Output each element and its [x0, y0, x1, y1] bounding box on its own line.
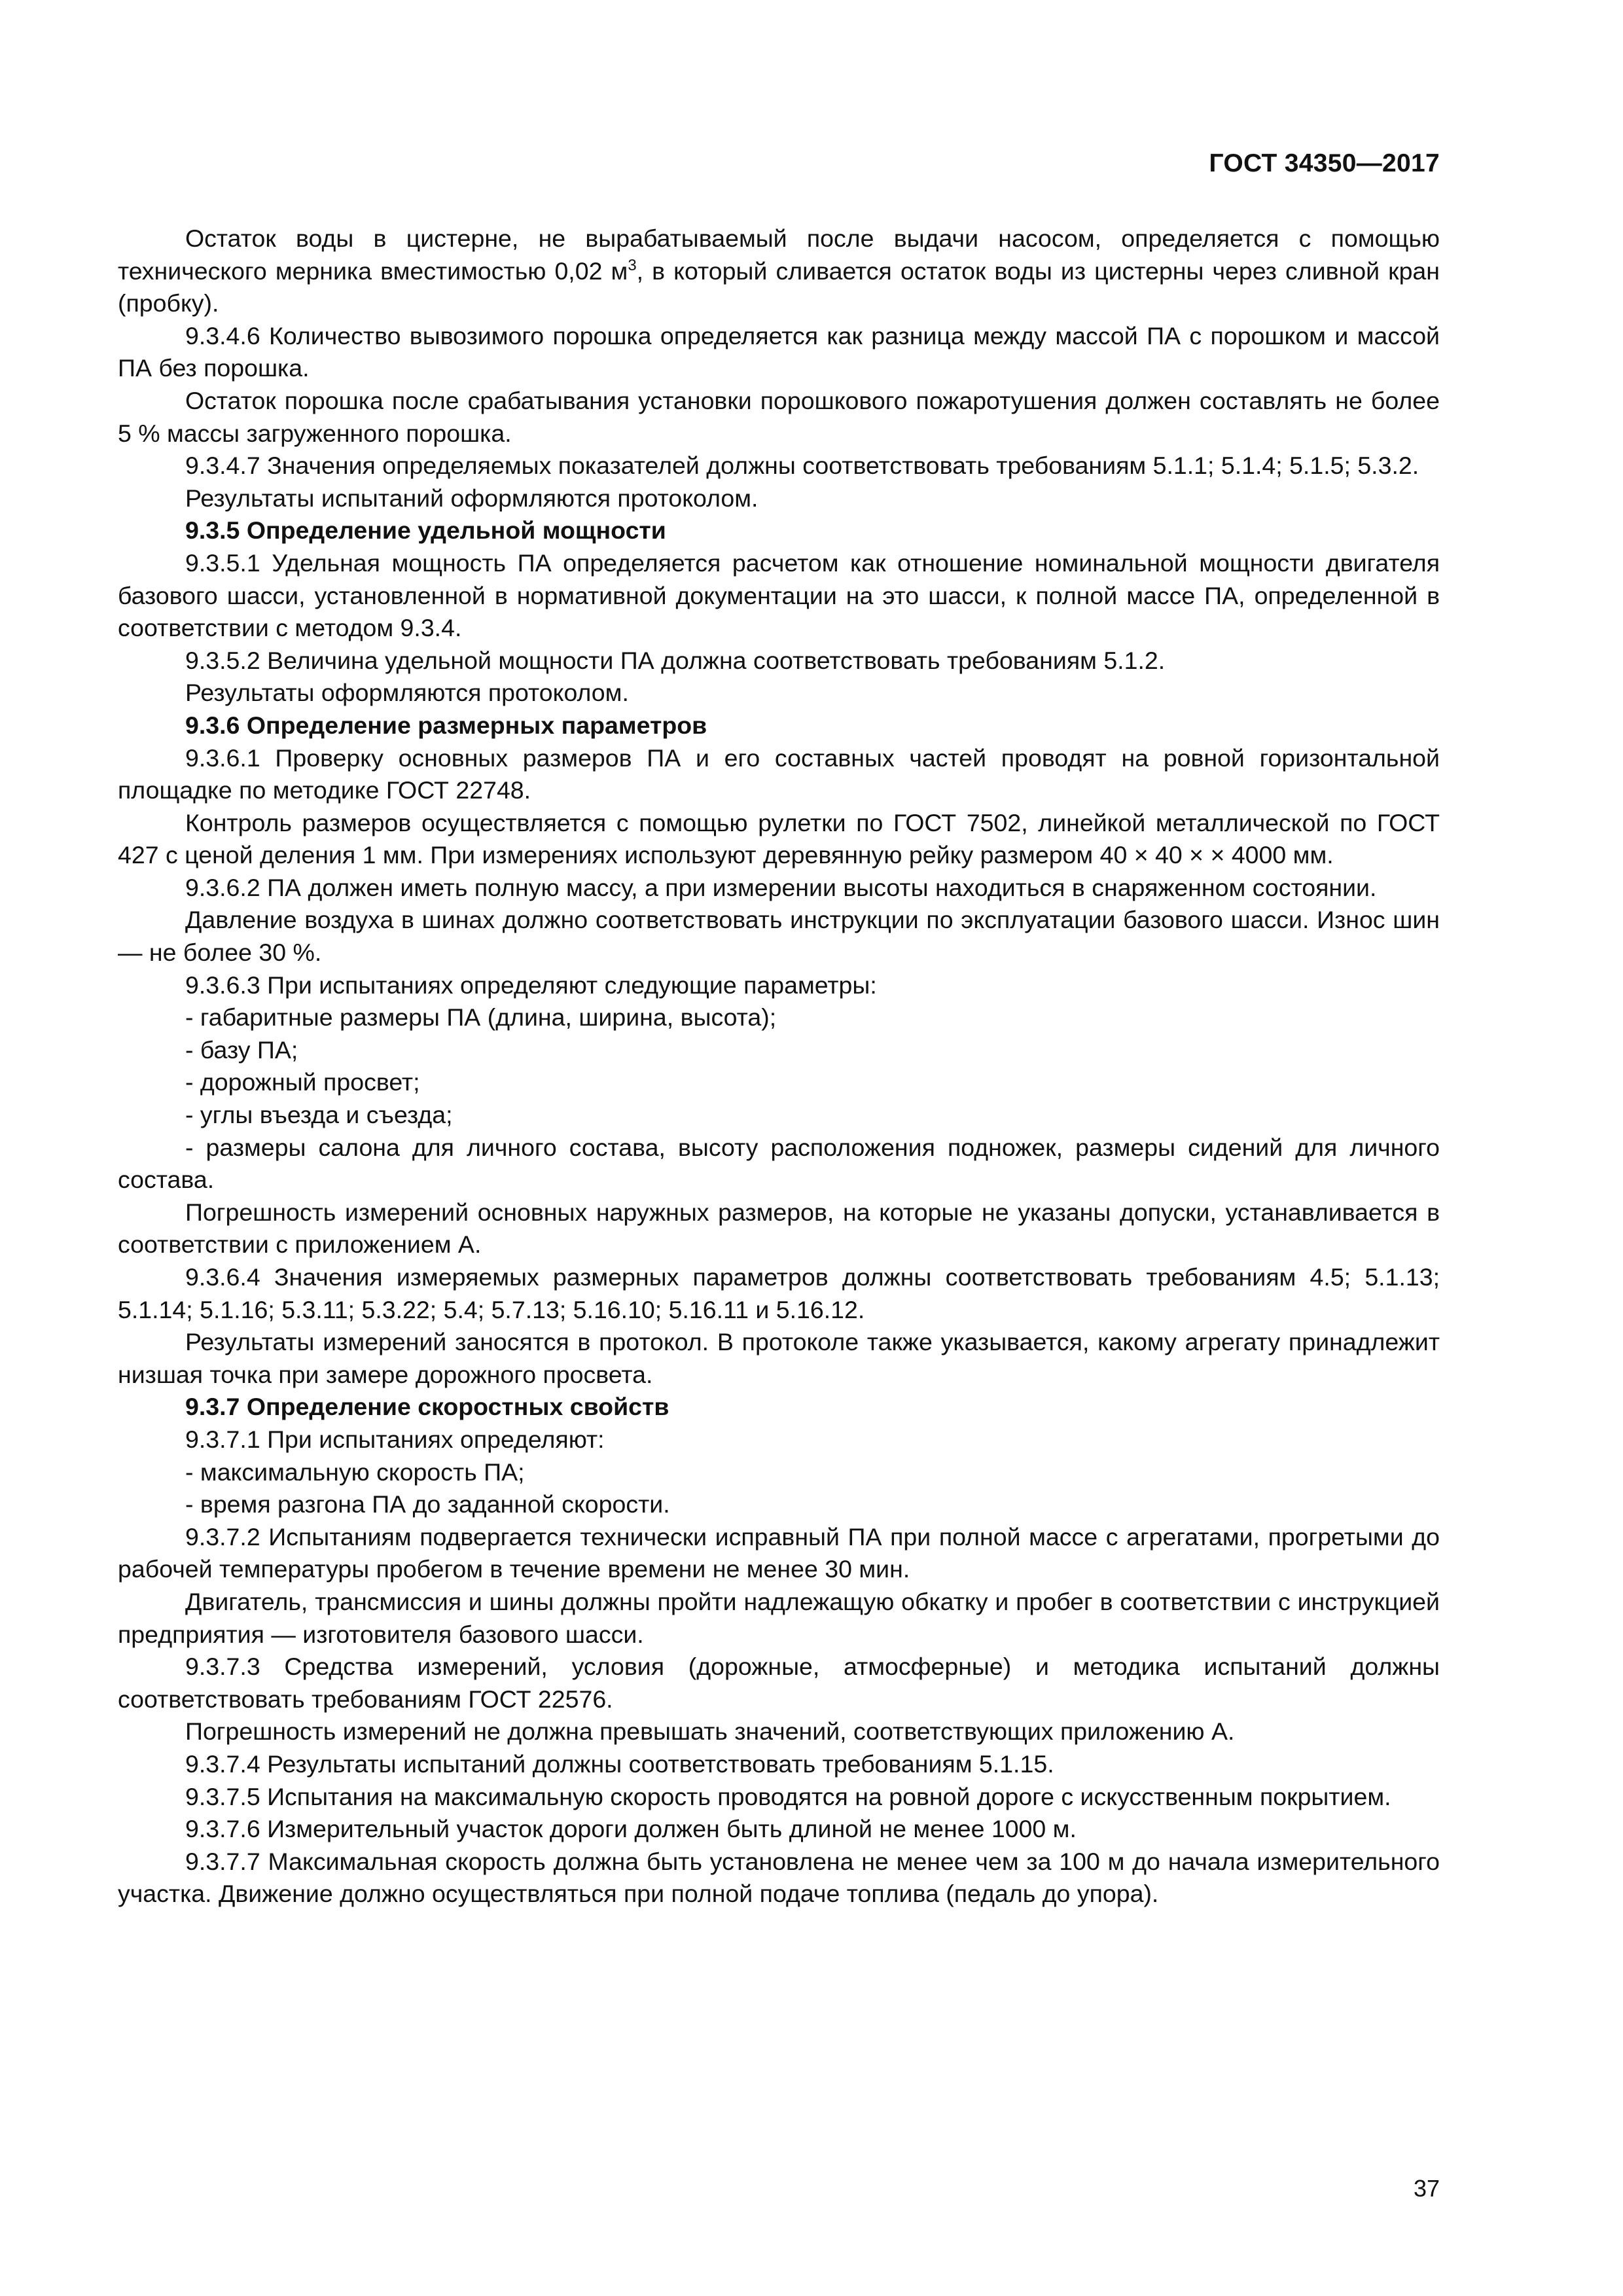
paragraph: 9.3.7.4 Результаты испытаний должны соответствовать требованиям 5.1.15.: [185, 1749, 1054, 1778]
superscript: 3: [628, 256, 637, 274]
page-number: 37: [1413, 2175, 1440, 2202]
section-heading: 9.3.7 Определение скоростных свойств: [185, 1393, 669, 1421]
paragraph: 9.3.4.6 Количество вывозимого порошка определяется как разница между массой ПА с порошком и массой ПА без порошка.: [118, 321, 1440, 382]
paragraph: 9.3.7.6 Измерительный участок дороги должен быть длиной не менее 1000 м.: [185, 1815, 1077, 1843]
paragraph: Результаты испытаний оформляются протоколом.: [185, 484, 758, 512]
paragraph: Погрешность измерений не должна превышать значений, соответствующих приложению А.: [185, 1717, 1235, 1746]
paragraph: 9.3.6.4 Значения измеряемых размерных параметров должны соответствовать требованиям 4.5; 5.1.13; 5.1.14; 5.1.16; 5.3.11; 5.3.22; 5.4; 5.7.13; 5.16.10; 5.16.11 и 5.16.12.: [118, 1263, 1440, 1323]
list-item: - углы въезда и съезда;: [185, 1101, 453, 1129]
paragraph: 9.3.7.1 При испытаниях определяют:: [185, 1425, 605, 1453]
section-heading: 9.3.5 Определение удельной мощности: [185, 516, 666, 545]
paragraph: Погрешность измерений основных наружных размеров, на которые не указаны допуски, устанавливается в соответствии с приложением А.: [118, 1198, 1440, 1259]
paragraph: Давление воздуха в шинах должно соответствовать инструкции по эксплуатации базового шасси. Износ шин — не более 30 %.: [118, 906, 1440, 967]
paragraph: 9.3.7.5 Испытания на максимальную скорость проводятся на ровной дороге с искусственным покрытием.: [185, 1782, 1391, 1810]
paragraph: Двигатель, трансмиссия и шины должны пройти надлежащую обкатку и пробег в соответствии с инструкцией предприятия — изготовителя базового шасси.: [118, 1587, 1440, 1648]
paragraph: Остаток воды в цистерне, не вырабатываемый после выдачи насосом, определяется с помощью технического мерника вместимостью 0,02 $м^3$, в который сливается остаток воды из цистерны через сливной кран (пробку).: [118, 224, 1440, 317]
paragraph: 9.3.6.3 При испытаниях определяют следующие параметры:: [185, 971, 877, 999]
paragraph: Контроль размеров осуществляется с помощью рулетки по ГОСТ 7502, линейкой металлической по ГОСТ 427 с ценой деления 1 мм. При измерениях используют деревянную рейку размером 40 × 40 × × 4000 мм.: [118, 808, 1440, 869]
document-header: ГОСТ 34350—2017: [1209, 149, 1440, 177]
paragraph: 9.3.6.1 Проверку основных размеров ПА и его составных частей проводят на ровной горизонтальной площадке по методике ГОСТ 22748.: [118, 744, 1440, 804]
list-item: - время разгона ПА до заданной скорости.: [185, 1490, 670, 1518]
paragraph: 9.3.6.2 ПА должен иметь полную массу, а при измерении высоты находиться в снаряженном состоянии.: [185, 873, 1377, 901]
list-item: - максимальную скорость ПА;: [185, 1458, 525, 1486]
list-item: - размеры салона для личного состава, высоту расположения подножек, размеры сидений для личного состава.: [118, 1133, 1440, 1194]
list-item: - базу ПА;: [185, 1035, 298, 1064]
document-page: [118, 0, 1440, 2296]
paragraph: 9.3.5.2 Величина удельной мощности ПА должна соответствовать требованиям 5.1.2.: [185, 646, 1166, 674]
section-heading: 9.3.6 Определение размерных параметров: [185, 711, 707, 739]
paragraph: 9.3.7.7 Максимальная скорость должна быть установлена не менее чем за 100 м до начала измерительного участка. Движение должно осуществляться при полной подаче топлива (педаль до упора).: [118, 1847, 1440, 1908]
paragraph: 9.3.5.1 Удельная мощность ПА определяется расчетом как отношение номинальной мощности двигателя базового шасси, установленной в нормативной документации на это шасси, к полной массе ПА, определенной в соответствии с методом 9.3.4.: [118, 548, 1440, 642]
document-body: [118, 223, 1440, 1910]
paragraph: Результаты измерений заносятся в протокол. В протоколе также указывается, какому агрегату принадлежит низшая точка при замере дорожного просвета.: [118, 1328, 1440, 1388]
paragraph: Результаты оформляются протоколом.: [185, 679, 629, 707]
paragraph: 9.3.7.2 Испытаниям подвергается технически исправный ПА при полной массе с агрегатами, прогретыми до рабочей температуры пробегом в течение времени не менее 30 мин.: [118, 1522, 1440, 1583]
paragraph: 9.3.4.7 Значения определяемых показателей должны соответствовать требованиям 5.1.1; 5.1.4; 5.1.5; 5.3.2.: [185, 452, 1419, 480]
paragraph: Остаток порошка после срабатывания установки порошкового пожаротушения должен составлять не более 5 % массы загруженного порошка.: [118, 386, 1440, 447]
paragraph: 9.3.7.3 Средства измерений, условия (дорожные, атмосферные) и методика испытаний должны соответствовать требованиям ГОСТ 22576.: [118, 1653, 1440, 1713]
list-item: - габаритные размеры ПА (длина, ширина, высота);: [185, 1003, 777, 1031]
list-item: - дорожный просвет;: [185, 1068, 420, 1096]
